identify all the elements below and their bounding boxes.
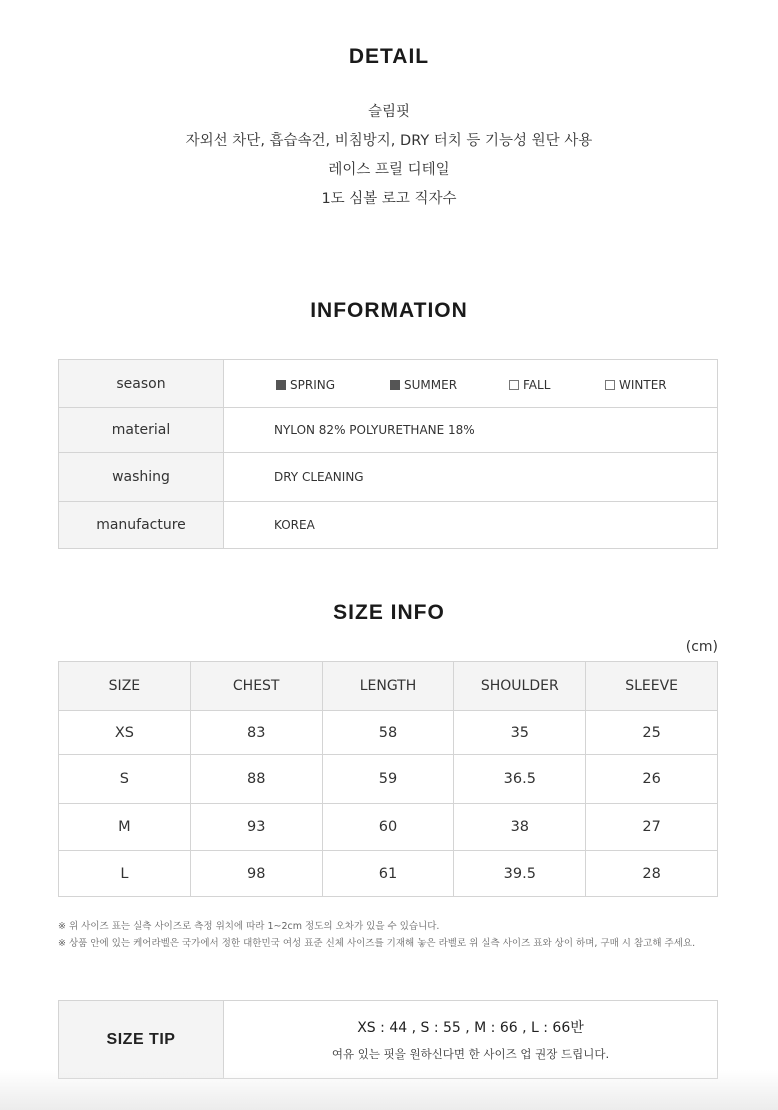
- sleeve-cell: 27: [586, 804, 718, 851]
- size-notes: [58, 918, 695, 952]
- table-row: [59, 804, 718, 851]
- chest-cell: 83: [190, 711, 322, 755]
- sleeve-cell: 25: [586, 711, 718, 755]
- chest-cell: 98: [190, 851, 322, 897]
- table-row: [59, 755, 718, 804]
- size-cell: XS: [59, 711, 191, 755]
- information-table: [58, 359, 718, 549]
- shoulder-cell: 38: [454, 804, 586, 851]
- information-title: INFORMATION: [310, 299, 468, 322]
- detail-title: DETAIL: [348, 45, 430, 68]
- bottom-fade: [0, 1070, 778, 1110]
- chest-cell: 88: [190, 755, 322, 804]
- size-tip-mapping: XS : 44 , S : 55 , M : 66 , L : 66반: [357, 1020, 584, 1036]
- checkbox-checked-icon: [390, 380, 400, 390]
- sleeve-cell: 26: [586, 755, 718, 804]
- chest-cell: 93: [190, 804, 322, 851]
- season-options: [224, 360, 718, 408]
- season-option-summer: [390, 378, 457, 392]
- detail-line: 슬림핏: [367, 104, 411, 120]
- size-tip-table: [58, 1000, 718, 1079]
- shoulder-cell: 35: [454, 711, 586, 755]
- note-line: ※ 위 사이즈 표는 실측 사이즈로 측정 위치에 따라 1~2cm 정도의 오차가 있을 수 있습니다.: [58, 921, 440, 932]
- column-header: CHEST: [190, 662, 322, 711]
- column-header: SIZE: [59, 662, 191, 711]
- checkbox-checked-icon: [276, 380, 286, 390]
- shoulder-cell: 36.5: [454, 755, 586, 804]
- material-row: [59, 408, 718, 453]
- manufacture-row: [59, 502, 718, 549]
- season-row: [59, 360, 718, 408]
- material-label: material: [59, 408, 224, 453]
- unit-label: (cm): [685, 639, 718, 655]
- detail-line: 1도 심볼 로고 직자수: [321, 191, 457, 207]
- season-option-winter: [605, 378, 667, 392]
- season-option-fall: [509, 378, 550, 392]
- season-name: FALL: [523, 377, 551, 392]
- checkbox-empty-icon: [509, 380, 519, 390]
- length-cell: 58: [322, 711, 454, 755]
- season-name: SUMMER: [404, 377, 458, 392]
- length-cell: 61: [322, 851, 454, 897]
- material-value: NYLON 82% POLYURETHANE 18%: [224, 408, 718, 453]
- column-header: SLEEVE: [586, 662, 718, 711]
- washing-value: DRY CLEANING: [224, 453, 718, 502]
- size-tip-advice: 여유 있는 핏을 원하신다면 한 사이즈 업 권장 드립니다.: [331, 1047, 610, 1061]
- sleeve-cell: 28: [586, 851, 718, 897]
- length-cell: 60: [322, 804, 454, 851]
- table-row: [59, 711, 718, 755]
- column-header: SHOULDER: [454, 662, 586, 711]
- column-header: LENGTH: [322, 662, 454, 711]
- season-name: SPRING: [290, 377, 336, 392]
- detail-line: 레이스 프릴 디테일: [328, 162, 450, 178]
- size-cell: L: [59, 851, 191, 897]
- size-info-title: SIZE INFO: [333, 601, 445, 624]
- season-label: season: [59, 360, 224, 408]
- size-tip-row: [59, 1001, 718, 1079]
- shoulder-cell: 39.5: [454, 851, 586, 897]
- manufacture-value: KOREA: [224, 502, 718, 549]
- note-line: ※ 상품 안에 있는 케어라벨은 국가에서 정한 대한민국 여성 표준 신체 사이즈를 기재해 놓은 라벨로 위 실측 사이즈 표와 상이 하며, 구매 시 참고해 주세요.: [58, 938, 696, 949]
- season-name: WINTER: [619, 377, 667, 392]
- size-table: [58, 661, 718, 897]
- washing-label: washing: [59, 453, 224, 502]
- size-table-header: [59, 662, 718, 711]
- season-option-spring: [276, 378, 335, 392]
- length-cell: 59: [322, 755, 454, 804]
- table-row: [59, 851, 718, 897]
- size-tip-content: [224, 1001, 718, 1079]
- detail-line: 자외선 차단, 흡습속건, 비침방지, DRY 터치 등 기능성 원단 사용: [185, 133, 593, 149]
- washing-row: [59, 453, 718, 502]
- size-cell: S: [59, 755, 191, 804]
- manufacture-label: manufacture: [59, 502, 224, 549]
- checkbox-empty-icon: [605, 380, 615, 390]
- detail-description: [0, 98, 778, 214]
- size-cell: M: [59, 804, 191, 851]
- size-tip-label: SIZE TIP: [59, 1001, 224, 1079]
